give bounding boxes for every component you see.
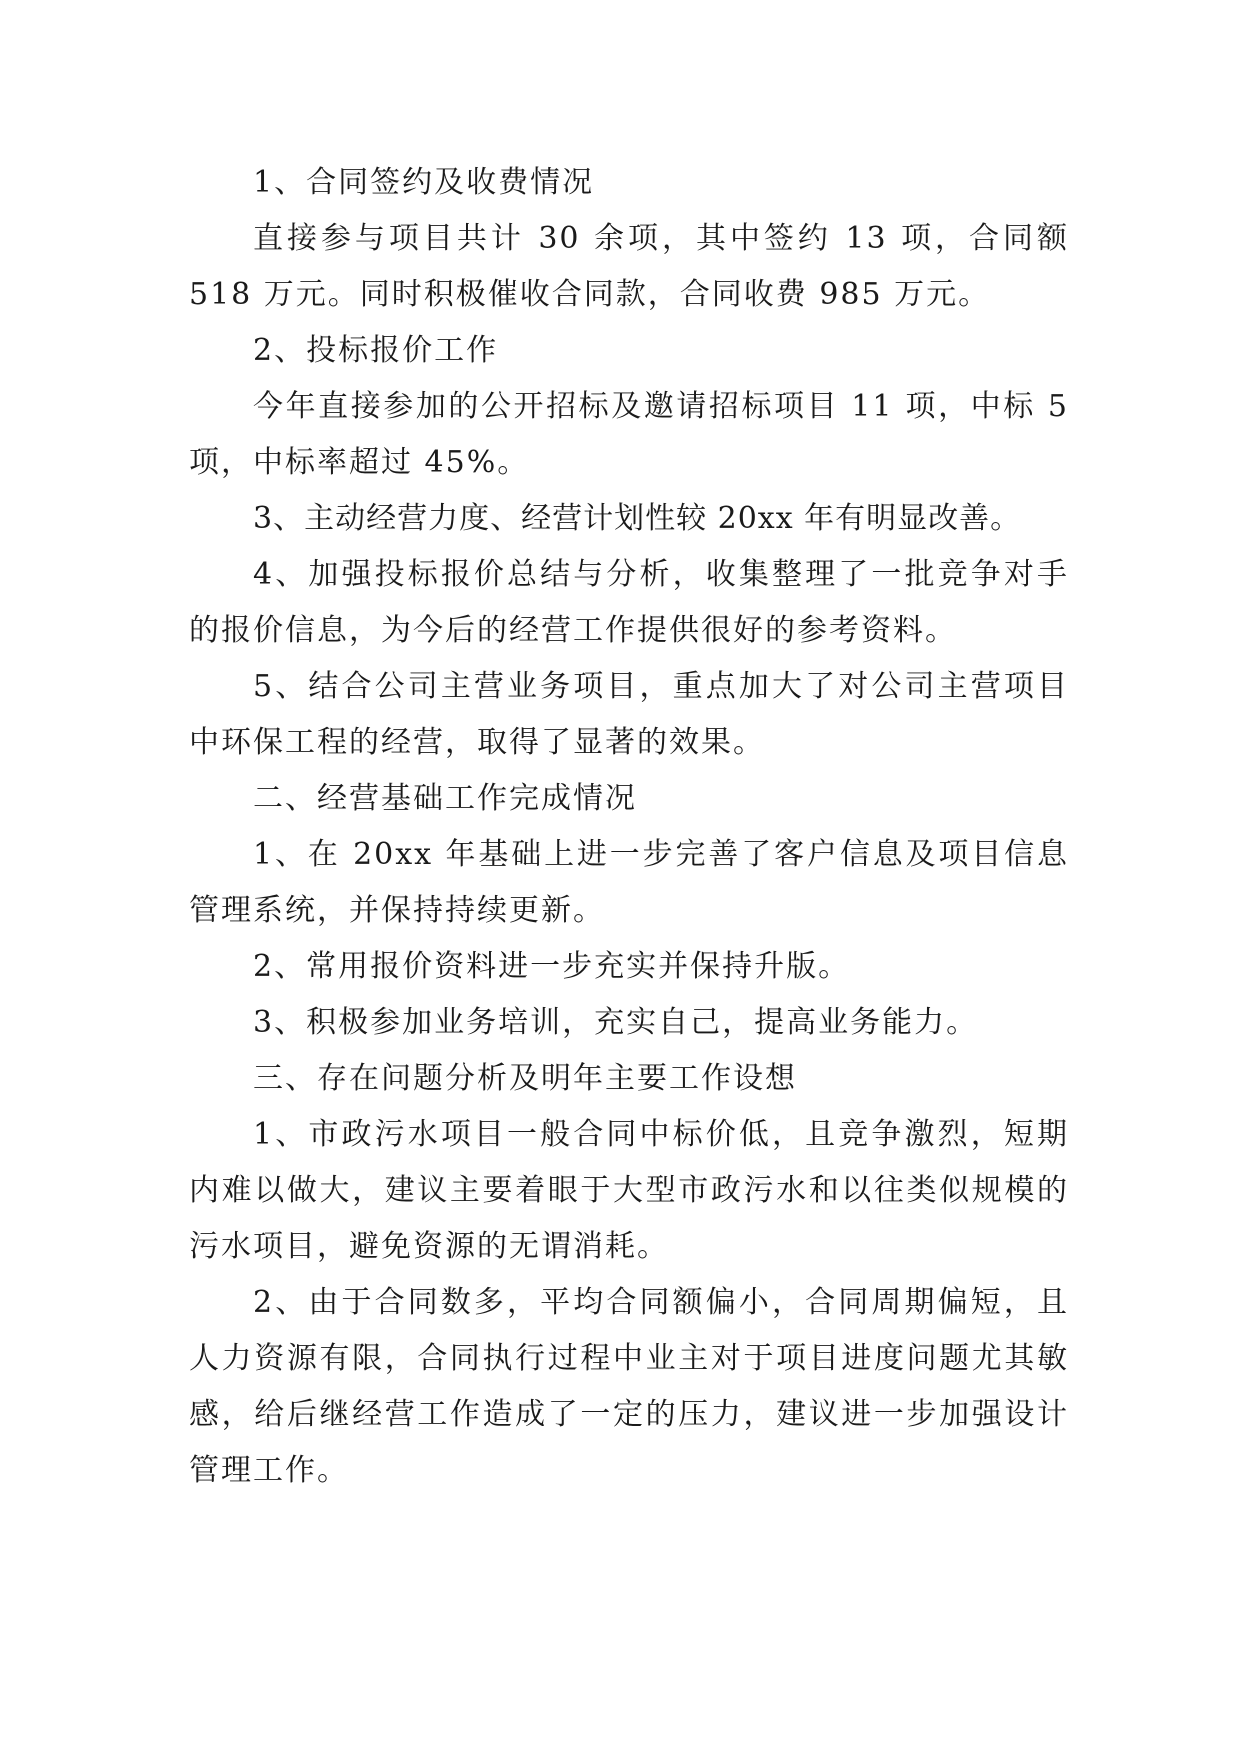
- paragraph-contract-pressure: 2、由于合同数多，平均合同额偏小，合同周期偏短，且人力资源有限，合同执行过程中业主对于项目进度问题尤其敏感，给后继经营工作造成了一定的压力，建议进一步加强设计管理工作。: [189, 1285, 1069, 1488]
- paragraph-contract-summary: 直接参与项目共计 30 余项，其中签约 13 项，合同额 518 万元。同时积极催收合同款，合同收费 985 万元。: [189, 221, 1069, 312]
- heading-contract-signing: 1、合同签约及收费情况: [253, 165, 595, 200]
- paragraph-bidding-summary: 今年直接参加的公开招标及邀请招标项目 11 项，中标 5 项，中标率超过 45%。: [189, 389, 1069, 480]
- heading-problems-plans: 三、存在问题分析及明年主要工作设想: [253, 1061, 797, 1096]
- heading-basic-work: 二、经营基础工作完成情况: [253, 781, 637, 816]
- paragraph-info-system: 1、在 20xx 年基础上进一步完善了客户信息及项目信息管理系统，并保持持续更新。: [189, 837, 1069, 928]
- paragraph-training: 3、积极参加业务培训，充实自己，提高业务能力。: [253, 1005, 979, 1040]
- paragraph-municipal-sewage: 1、市政污水项目一般合同中标价低，且竞争激烈，短期内难以做大，建议主要着眼于大型市政污水和以往类似规模的污水项目，避免资源的无谓消耗。: [189, 1117, 1069, 1264]
- paragraph-operation-improvement: 3、主动经营力度、经营计划性较 20xx 年有明显改善。: [253, 501, 1022, 536]
- document-body: [189, 155, 1069, 1499]
- paragraph-quote-materials: 2、常用报价资料进一步充实并保持升版。: [253, 949, 851, 984]
- heading-bidding-work: 2、投标报价工作: [253, 333, 499, 368]
- paragraph-environmental-projects: 5、结合公司主营业务项目，重点加大了对公司主营项目中环保工程的经营，取得了显著的效果。: [189, 669, 1069, 760]
- paragraph-bid-analysis: 4、加强投标报价总结与分析，收集整理了一批竞争对手的报价信息，为今后的经营工作提供很好的参考资料。: [189, 557, 1069, 648]
